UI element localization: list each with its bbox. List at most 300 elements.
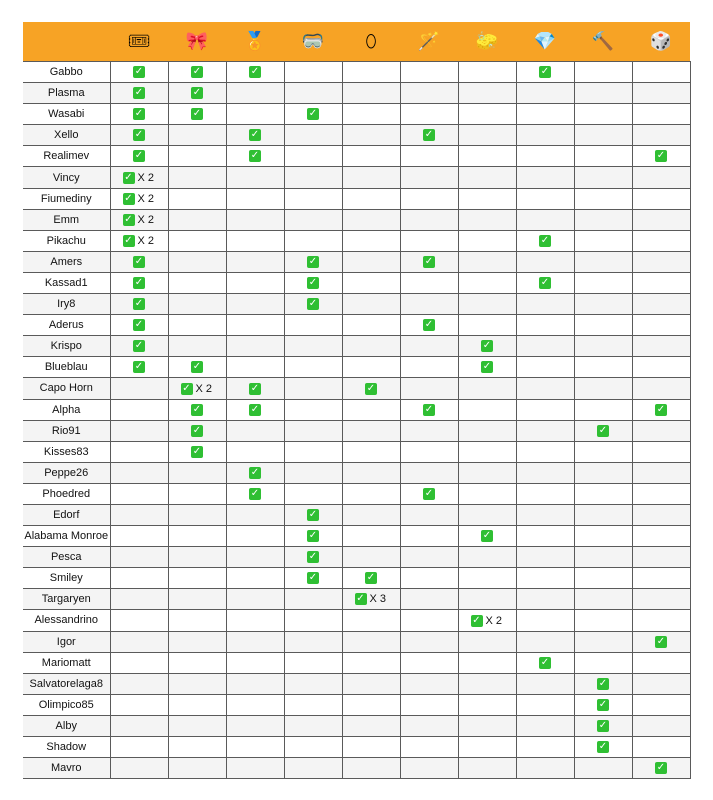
cell-gem [342, 230, 400, 251]
check-icon: ✓ [308, 572, 318, 584]
cell-ribbon [168, 230, 226, 251]
cell-dice [632, 294, 690, 315]
cell-gem [342, 62, 400, 83]
player-name: Pikachu [23, 230, 110, 251]
goggles-icon: 🥽 [301, 31, 325, 51]
cell-sponge [458, 167, 516, 188]
cell-goggles [284, 251, 342, 272]
cell-medal [226, 294, 284, 315]
multiplier-label: X 2 [137, 192, 155, 205]
cell-goggles [284, 462, 342, 483]
check-icon: ✓ [192, 424, 202, 436]
cell-gem [342, 420, 400, 441]
cell-medal [226, 230, 284, 251]
cell-ribbon [168, 294, 226, 315]
cell-wand [400, 610, 458, 631]
cell-goggles [284, 315, 342, 336]
cell-dice [632, 420, 690, 441]
medal-icon: 🏅 [243, 31, 267, 51]
cell-goggles [284, 167, 342, 188]
cell-medal [226, 167, 284, 188]
cell-hammer [574, 104, 632, 125]
check-icon: ✓ [134, 319, 144, 331]
cell-hammer [574, 125, 632, 146]
cell-hammer [574, 420, 632, 441]
cell-ticket [110, 399, 168, 420]
check-icon: ✓ [656, 403, 666, 415]
player-name: Olimpico85 [23, 694, 110, 715]
cell-sponge [458, 652, 516, 673]
header-row [23, 22, 690, 62]
cell-hammer [574, 315, 632, 336]
player-name: Igor [23, 631, 110, 652]
table-row [23, 315, 690, 336]
cell-hammer [574, 251, 632, 272]
check-icon: ✓ [124, 192, 133, 204]
header-diamond [516, 22, 574, 62]
cell-hammer [574, 272, 632, 293]
cell-gem [342, 673, 400, 694]
cell-ribbon [168, 568, 226, 589]
cell-wand [400, 188, 458, 209]
check-icon: ✓ [250, 466, 260, 478]
cell-medal [226, 104, 284, 125]
cell-gem [342, 357, 400, 378]
cell-dice [632, 357, 690, 378]
check-icon: ✓ [540, 234, 550, 246]
player-name: Pesca [23, 547, 110, 568]
cell-gem [342, 399, 400, 420]
header-ribbon [168, 22, 226, 62]
cell-diamond [516, 83, 574, 104]
cell-ticket [110, 378, 168, 399]
cell-gem [342, 462, 400, 483]
cell-hammer [574, 167, 632, 188]
badge-table-container [23, 22, 691, 779]
cell-goggles [284, 420, 342, 441]
cell-sponge [458, 62, 516, 83]
table-row [23, 62, 690, 83]
cell-diamond [516, 715, 574, 736]
player-name: Blueblau [23, 357, 110, 378]
cell-diamond [516, 610, 574, 631]
cell-gem [342, 441, 400, 462]
check-icon: ✓ [250, 129, 260, 141]
cell-ticket [110, 673, 168, 694]
cell-ticket [110, 568, 168, 589]
cell-wand [400, 483, 458, 504]
table-row [23, 547, 690, 568]
check-icon: ✓ [192, 66, 202, 78]
check-icon: ✓ [192, 87, 202, 99]
cell-medal [226, 504, 284, 525]
player-name: Emm [23, 209, 110, 230]
cell-ticket [110, 420, 168, 441]
player-name: Peppe26 [23, 462, 110, 483]
cell-wand [400, 62, 458, 83]
ribbon-icon: 🎀 [185, 31, 209, 51]
badge-table [23, 22, 691, 779]
table-row [23, 230, 690, 251]
table-row [23, 125, 690, 146]
cell-gem [342, 652, 400, 673]
cell-ticket [110, 758, 168, 779]
table-row [23, 568, 690, 589]
cell-medal [226, 758, 284, 779]
cell-diamond [516, 104, 574, 125]
diamond-icon: 💎 [533, 31, 557, 51]
cell-goggles [284, 589, 342, 610]
cell-wand [400, 526, 458, 547]
player-name: Krispo [23, 336, 110, 357]
cell-dice [632, 547, 690, 568]
player-name: Shadow [23, 737, 110, 758]
check-icon: ✓ [656, 150, 666, 162]
check-icon: ✓ [308, 509, 318, 521]
cell-hammer [574, 694, 632, 715]
cell-wand [400, 462, 458, 483]
cell-diamond [516, 209, 574, 230]
cell-dice [632, 589, 690, 610]
cell-sponge [458, 673, 516, 694]
cell-sponge [458, 272, 516, 293]
check-icon: ✓ [482, 340, 492, 352]
table-row [23, 673, 690, 694]
cell-sponge [458, 336, 516, 357]
cell-dice [632, 378, 690, 399]
cell-goggles [284, 673, 342, 694]
player-name: Targaryen [23, 589, 110, 610]
cell-gem [342, 104, 400, 125]
cell-dice [632, 504, 690, 525]
cell-medal [226, 125, 284, 146]
cell-wand [400, 547, 458, 568]
cell-diamond [516, 378, 574, 399]
cell-goggles [284, 357, 342, 378]
cell-gem [342, 526, 400, 547]
cell-medal [226, 483, 284, 504]
cell-dice [632, 315, 690, 336]
cell-ticket [110, 483, 168, 504]
cell-goggles [284, 62, 342, 83]
check-icon: ✓ [424, 487, 434, 499]
cell-gem [342, 294, 400, 315]
cell-hammer [574, 441, 632, 462]
cell-diamond [516, 125, 574, 146]
cell-diamond [516, 568, 574, 589]
table-row [23, 610, 690, 631]
check-icon: ✓ [124, 213, 133, 225]
cell-gem [342, 83, 400, 104]
player-name: Iry8 [23, 294, 110, 315]
player-name: Amers [23, 251, 110, 272]
check-icon: ✓ [308, 551, 318, 563]
cell-ribbon [168, 336, 226, 357]
player-name: Vincy [23, 167, 110, 188]
cell-hammer [574, 568, 632, 589]
check-icon: ✓ [356, 593, 365, 605]
cell-hammer [574, 758, 632, 779]
cell-goggles [284, 209, 342, 230]
cell-ticket [110, 715, 168, 736]
cell-ticket [110, 441, 168, 462]
table-header [23, 22, 690, 62]
table-row [23, 167, 690, 188]
cell-hammer [574, 652, 632, 673]
check-icon: ✓ [308, 277, 318, 289]
cell-ribbon [168, 652, 226, 673]
check-icon: ✓ [134, 277, 144, 289]
cell-dice [632, 652, 690, 673]
player-name: Fiumediny [23, 188, 110, 209]
cell-diamond [516, 589, 574, 610]
check-icon: ✓ [134, 361, 144, 373]
cell-gem [342, 251, 400, 272]
cell-diamond [516, 526, 574, 547]
cell-ribbon [168, 62, 226, 83]
table-row [23, 589, 690, 610]
cell-sponge [458, 758, 516, 779]
cell-medal [226, 188, 284, 209]
cell-wand [400, 230, 458, 251]
player-name: Salvatorelaga8 [23, 673, 110, 694]
cell-wand [400, 715, 458, 736]
cell-wand [400, 315, 458, 336]
header-dice [632, 22, 690, 62]
check-icon: ✓ [540, 277, 550, 289]
cell-sponge [458, 526, 516, 547]
cell-wand [400, 673, 458, 694]
cell-sponge [458, 462, 516, 483]
cell-medal [226, 547, 284, 568]
cell-goggles [284, 146, 342, 167]
check-icon: ✓ [308, 298, 318, 310]
cell-goggles [284, 399, 342, 420]
cell-dice [632, 441, 690, 462]
cell-diamond [516, 483, 574, 504]
cell-dice [632, 230, 690, 251]
cell-diamond [516, 462, 574, 483]
cell-medal [226, 715, 284, 736]
cell-sponge [458, 420, 516, 441]
cell-ribbon [168, 737, 226, 758]
cell-gem [342, 568, 400, 589]
check-icon: ✓ [134, 255, 144, 267]
cell-wand [400, 83, 458, 104]
cell-sponge [458, 188, 516, 209]
cell-dice [632, 104, 690, 125]
check-icon: ✓ [598, 741, 608, 753]
cell-diamond [516, 357, 574, 378]
cell-sponge [458, 399, 516, 420]
cell-ticket [110, 294, 168, 315]
cell-sponge [458, 547, 516, 568]
magic-wand-icon: 🪄 [417, 31, 441, 51]
cell-ribbon [168, 526, 226, 547]
cell-dice [632, 526, 690, 547]
cell-ticket [110, 83, 168, 104]
cell-wand [400, 209, 458, 230]
cell-medal [226, 589, 284, 610]
cell-goggles [284, 504, 342, 525]
cell-gem [342, 631, 400, 652]
cell-sponge [458, 209, 516, 230]
cell-ribbon [168, 167, 226, 188]
cell-ticket [110, 336, 168, 357]
cell-ribbon [168, 399, 226, 420]
cell-medal [226, 83, 284, 104]
player-name: Kisses83 [23, 441, 110, 462]
cell-ribbon [168, 547, 226, 568]
cell-sponge [458, 294, 516, 315]
cell-sponge [458, 631, 516, 652]
check-icon: ✓ [366, 382, 376, 394]
cell-goggles [284, 483, 342, 504]
multiplier-label: X 2 [195, 382, 213, 395]
table-row [23, 104, 690, 125]
cell-wand [400, 125, 458, 146]
cell-ribbon [168, 694, 226, 715]
header-gem [342, 22, 400, 62]
check-icon: ✓ [134, 340, 144, 352]
cell-medal [226, 209, 284, 230]
cell-dice [632, 673, 690, 694]
cell-goggles [284, 104, 342, 125]
cell-goggles [284, 568, 342, 589]
table-row [23, 504, 690, 525]
check-icon: ✓ [192, 403, 202, 415]
cell-hammer [574, 631, 632, 652]
multiplier-label: X 2 [137, 171, 155, 184]
cell-gem [342, 336, 400, 357]
cell-wand [400, 652, 458, 673]
check-icon: ✓ [250, 487, 260, 499]
cell-wand [400, 589, 458, 610]
cell-dice [632, 483, 690, 504]
cell-ribbon [168, 462, 226, 483]
cell-goggles [284, 188, 342, 209]
player-name: Alpha [23, 399, 110, 420]
cell-ribbon [168, 631, 226, 652]
table-row [23, 715, 690, 736]
check-icon: ✓ [250, 403, 260, 415]
check-icon: ✓ [134, 108, 144, 120]
player-name: Alessandrino [23, 610, 110, 631]
cell-dice [632, 209, 690, 230]
check-icon: ✓ [192, 361, 202, 373]
player-name: Capo Horn [23, 378, 110, 399]
cell-hammer [574, 188, 632, 209]
cell-medal [226, 357, 284, 378]
cell-hammer [574, 504, 632, 525]
cell-gem [342, 504, 400, 525]
cell-ribbon [168, 483, 226, 504]
cell-wand [400, 441, 458, 462]
cell-medal [226, 610, 284, 631]
cell-gem [342, 378, 400, 399]
cell-medal [226, 399, 284, 420]
check-icon: ✓ [656, 635, 666, 647]
cell-medal [226, 737, 284, 758]
table-row [23, 378, 690, 399]
cell-medal [226, 652, 284, 673]
dice-icon: 🎲 [649, 31, 673, 51]
cell-dice [632, 83, 690, 104]
multiplier-label: X 2 [137, 234, 155, 247]
cell-wand [400, 758, 458, 779]
cell-gem [342, 188, 400, 209]
table-row [23, 294, 690, 315]
check-icon: ✓ [134, 66, 144, 78]
cell-goggles [284, 610, 342, 631]
cell-hammer [574, 610, 632, 631]
cell-sponge [458, 737, 516, 758]
cell-wand [400, 146, 458, 167]
cell-gem [342, 589, 400, 610]
check-icon: ✓ [424, 129, 434, 141]
cell-ribbon [168, 420, 226, 441]
check-icon: ✓ [308, 255, 318, 267]
cell-diamond [516, 62, 574, 83]
check-icon: ✓ [424, 319, 434, 331]
check-icon: ✓ [124, 234, 133, 246]
header-hammer [574, 22, 632, 62]
cell-gem [342, 737, 400, 758]
cell-goggles [284, 652, 342, 673]
table-row [23, 483, 690, 504]
cell-ticket [110, 104, 168, 125]
check-icon: ✓ [424, 403, 434, 415]
table-row [23, 758, 690, 779]
cell-hammer [574, 357, 632, 378]
cell-gem [342, 272, 400, 293]
cell-ticket [110, 315, 168, 336]
player-name: Aderus [23, 315, 110, 336]
cell-hammer [574, 336, 632, 357]
check-icon: ✓ [250, 150, 260, 162]
cell-sponge [458, 378, 516, 399]
cell-sponge [458, 568, 516, 589]
cell-ticket [110, 737, 168, 758]
cell-hammer [574, 62, 632, 83]
cell-wand [400, 568, 458, 589]
cell-medal [226, 378, 284, 399]
ticket-icon: 🎟 [127, 31, 151, 51]
cell-sponge [458, 441, 516, 462]
cell-ribbon [168, 272, 226, 293]
table-row [23, 420, 690, 441]
cell-ribbon [168, 610, 226, 631]
check-icon: ✓ [598, 720, 608, 731]
header-goggles [284, 22, 342, 62]
header-wand [400, 22, 458, 62]
cell-sponge [458, 610, 516, 631]
cell-wand [400, 504, 458, 525]
cell-sponge [458, 694, 516, 715]
cell-ticket [110, 504, 168, 525]
cell-ribbon [168, 146, 226, 167]
cell-gem [342, 209, 400, 230]
cell-diamond [516, 547, 574, 568]
cell-wand [400, 737, 458, 758]
cell-hammer [574, 378, 632, 399]
check-icon: ✓ [598, 424, 608, 436]
cell-diamond [516, 758, 574, 779]
cell-ticket [110, 146, 168, 167]
cell-goggles [284, 272, 342, 293]
table-row [23, 737, 690, 758]
cell-hammer [574, 294, 632, 315]
